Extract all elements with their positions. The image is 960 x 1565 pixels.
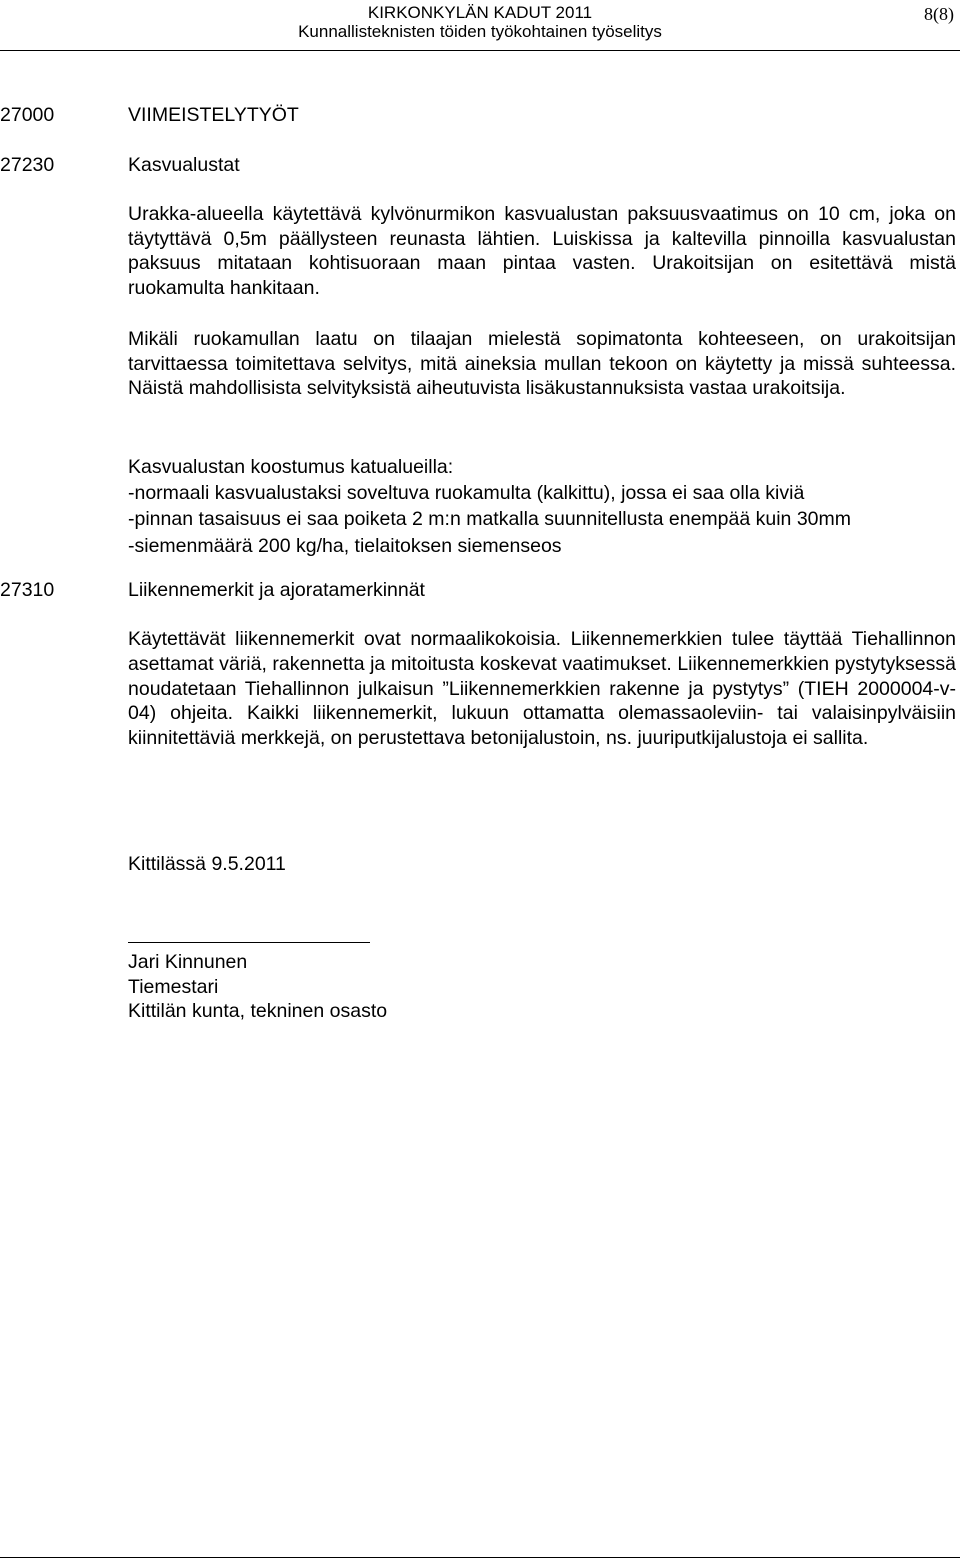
- paragraph-growing-medium-thickness: Urakka-alueella käytettävä kylvönurmikon kasvualustan paksuusvaatimus on 10 cm, joka on täytyttävä 0,5m päällysteen reunasta lähtien. Luiskissa ja kaltevilla pinnoilla kasvualustan paksuus mitataan kohtisuoraan maan pintaa vasten. Urakoitsijan on esitettävä mistä ruokamulta hankitaan.: [128, 203, 956, 300]
- footer-divider: [0, 1557, 960, 1558]
- composition-item: -normaali kasvualustaksi soveltuva ruokamulta (kalkittu), jossa ei saa olla kiviä: [128, 482, 805, 505]
- signer-block: [128, 950, 387, 1024]
- document-subtitle: Kunnallisteknisten töiden työkohtainen työselitys: [298, 22, 662, 41]
- signer-title: Tiemestari: [128, 975, 219, 998]
- section-title: Kasvualustat: [128, 154, 240, 176]
- section-code: 27000: [0, 104, 55, 126]
- paragraph-topsoil-quality: Mikäli ruokamullan laatu on tilaajan mielestä sopimatonta kohteeseen, on urakoitsijan tarvittaessa toimitettava selvitys, mitä aineksia mullan tekoon on käytetty ja missä suhteessa. Näistä mahdollisista selvityksistä aiheutuvista lisäkustannuksista vastaa urakoitsija.: [128, 328, 956, 400]
- place-and-date: Kittilässä 9.5.2011: [128, 853, 286, 875]
- page-header: [0, 0, 960, 52]
- header-divider: [0, 50, 960, 51]
- composition-heading: Kasvualustan koostumus katualueilla:: [128, 456, 454, 478]
- composition-list: [128, 454, 956, 559]
- composition-item: -siemenmäärä 200 kg/ha, tielaitoksen siemenseos: [128, 534, 562, 557]
- section-code: 27310: [0, 579, 55, 601]
- page-number: 8(8): [924, 4, 954, 24]
- signer-organization: Kittilän kunta, tekninen osasto: [128, 1000, 388, 1023]
- document-title: KIRKONKYLÄN KADUT 2011: [367, 3, 593, 22]
- paragraph-traffic-signs: Käytettävät liikennemerkit ovat normaalikokoisia. Liikennemerkkien tulee täyttää Tiehallinnon asettamat väriä, rakennetta ja mitoitusta koskevat vaatimukset. Liikennemerkkien pystytyksessä noudatetaan Tiehallinnon julkaisun ”Liikennemerkkien rakenne ja pystytys” (TIEH 2000004-v-04) ohjeita. Kaikki liikennemerkit, lukuun ottamatta olemassaoleviin- tai valaisinpylväisiin kiinnitettäviä merkkejä, on perustettava betonijalustoin, ns. juuriputkijalustoja ei sallita.: [128, 628, 956, 750]
- signature-line: [128, 942, 370, 943]
- section-code: 27230: [0, 154, 55, 176]
- section-title: VIIMEISTELYTYÖT: [128, 104, 299, 126]
- section-title: Liikennemerkit ja ajoratamerkinnät: [128, 579, 425, 601]
- composition-item: -pinnan tasaisuus ei saa poiketa 2 m:n matkalla suunnitellusta enempää kuin 30mm: [128, 508, 851, 531]
- signer-name: Jari Kinnunen: [128, 951, 248, 973]
